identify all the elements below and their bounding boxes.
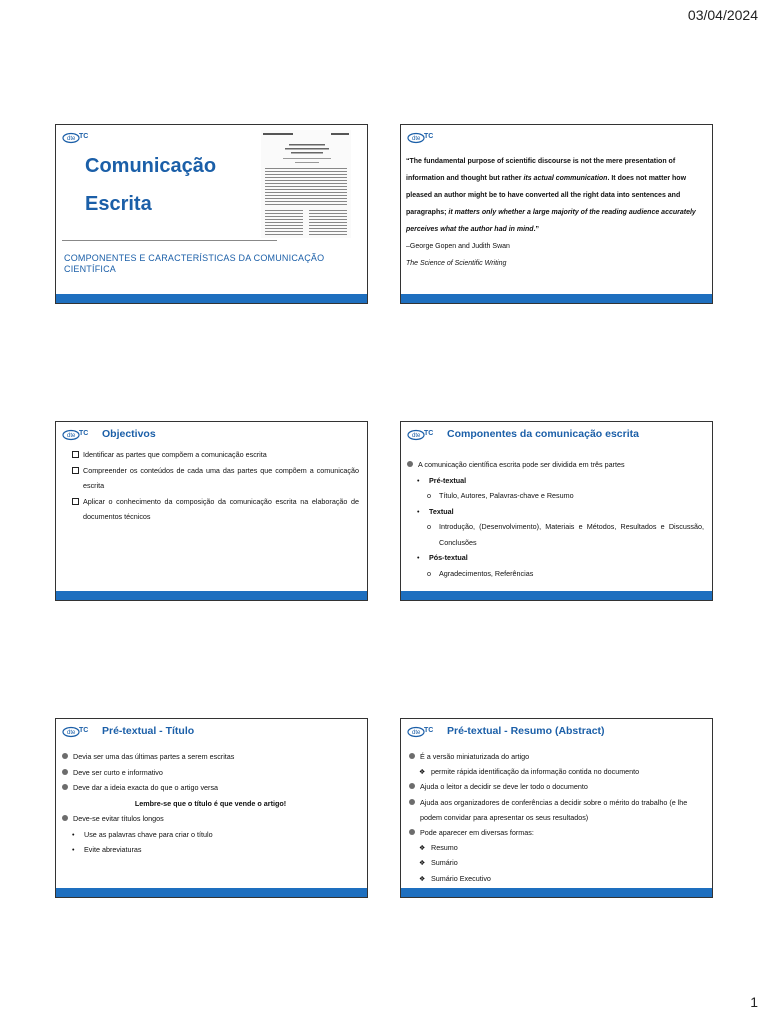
slide-footer	[56, 888, 367, 897]
checkbox-icon	[72, 467, 79, 474]
bullet-icon	[407, 461, 413, 467]
dte-logo-icon	[62, 130, 92, 144]
quote-emphasis-2: it matters only whether a large majority of the reading audience accurately perceives what the author had in mind	[406, 209, 696, 233]
slide-4	[400, 421, 713, 601]
dte-logo-icon	[407, 724, 437, 738]
slide-footer	[56, 294, 367, 303]
quote-end: .”	[533, 226, 540, 233]
components-list	[407, 457, 704, 581]
svg-text:dte: dte	[67, 433, 76, 439]
list-item: Identificar as partes que compõem a comunicação escrita	[72, 447, 359, 463]
checkbox-icon	[72, 498, 79, 505]
paper-thumbnail-icon	[261, 130, 351, 238]
slide-title: Pré-textual - Resumo (Abstract)	[447, 725, 605, 737]
emphasis-text: Lembre-se que o título é que vende o artigo!	[134, 798, 287, 808]
title-guidelines-list	[62, 749, 359, 858]
abstract-list	[409, 749, 704, 886]
quote-author: –George Gopen and Judith Swan	[406, 243, 510, 250]
bullet-icon	[409, 783, 415, 789]
list-item: ❖ Sumário Executivo	[419, 873, 491, 883]
svg-text:TC: TC	[79, 430, 89, 437]
slide-title: Componentes da comunicação escrita	[447, 428, 639, 440]
quote-block	[406, 153, 704, 272]
svg-text:TC: TC	[424, 133, 434, 140]
list-item: É a versão miniaturizada do artigo	[409, 749, 704, 764]
svg-text:dte: dte	[412, 136, 421, 142]
list-item: • Pós-textual	[417, 553, 468, 562]
bullet-icon	[62, 784, 68, 790]
slide-footer	[401, 294, 712, 303]
list-item: • Pré-textual	[417, 475, 467, 485]
dte-logo-icon	[62, 427, 92, 441]
slide-footer	[56, 591, 367, 600]
svg-text:TC: TC	[79, 133, 89, 140]
svg-text:TC: TC	[424, 727, 434, 734]
quote-part-1: “The fundamental purpose of scientific discourse is not the mere presentation of information and thought but rather	[406, 158, 676, 182]
list-item: Compreender os conteúdos de cada uma das partes que compõem a comunicação escrita	[72, 463, 359, 494]
slide-5	[55, 718, 368, 898]
list-item: • Use as palavras chave para criar o título	[72, 829, 213, 839]
bullet-icon	[62, 753, 68, 759]
slide-footer	[401, 888, 712, 897]
checkbox-icon	[72, 451, 79, 458]
slide-6	[400, 718, 713, 898]
list-item: ❖ Resumo	[419, 843, 458, 853]
slide-title-line2: Escrita	[85, 193, 152, 215]
svg-text:dte: dte	[412, 433, 421, 439]
dte-logo-icon	[407, 130, 437, 144]
slide-1	[55, 124, 368, 304]
list-item: ❖ permite rápida identificação da informação contida no documento	[419, 767, 640, 777]
bullet-icon	[409, 753, 415, 759]
slide-3	[55, 421, 368, 601]
svg-text:dte: dte	[67, 136, 76, 142]
bullet-icon	[62, 769, 68, 775]
list-item: A comunicação científica escrita pode ser dividida em três partes	[407, 457, 704, 473]
svg-text:TC: TC	[424, 430, 434, 437]
bullet-icon	[409, 829, 415, 835]
list-item: o Título, Autores, Palavras-chave e Resumo	[427, 491, 574, 500]
list-item: Devia ser uma das últimas partes a serem escritas	[62, 749, 359, 765]
list-item: Deve ser curto e informativo	[62, 765, 359, 781]
quote-source: The Science of Scientific Writing	[406, 260, 507, 267]
slide-2	[400, 124, 713, 304]
objectives-list	[72, 447, 359, 525]
list-item: • Textual	[417, 506, 454, 516]
list-item: o Introdução, (Desenvolvimento), Materiais e Métodos, Resultados e Discussão, Conclusões	[427, 522, 704, 547]
quote-part-2: . It does not matter how pleased an author might be to have converted all the right data into sentences and paragraphs;	[406, 175, 687, 216]
list-item: Ajuda o leitor a decidir se deve ler todo o documento	[409, 779, 704, 794]
list-item: Deve-se evitar títulos longos	[62, 811, 359, 827]
dte-logo-icon	[62, 724, 92, 738]
svg-text:dte: dte	[67, 730, 76, 736]
svg-text:TC: TC	[79, 727, 89, 734]
dte-logo-icon	[407, 427, 437, 441]
slide-title: Objectivos	[102, 428, 156, 440]
list-item: Pode aparecer em diversas formas:	[409, 825, 704, 840]
slide-title: Pré-textual - Título	[102, 725, 195, 737]
page-number: 1	[750, 994, 758, 1010]
bullet-icon	[409, 799, 415, 805]
quote-emphasis-1: its actual communication	[523, 175, 608, 182]
title-divider	[62, 240, 277, 241]
svg-text:dte: dte	[412, 730, 421, 736]
list-item: Aplicar o conhecimento da composição da comunicação escrita na elaboração de documentos técnicos	[72, 494, 359, 525]
list-item: Ajuda aos organizadores de conferências a decidir sobre o mérito do trabalho (e lhe podem convidar para apresentar os seus resultados)	[409, 795, 704, 825]
list-item: • Evite abreviaturas	[72, 845, 142, 854]
slide-footer	[401, 591, 712, 600]
bullet-icon	[62, 815, 68, 821]
list-item: ❖ Sumário	[419, 858, 458, 868]
print-date: 03/04/2024	[687, 7, 758, 23]
list-item: Deve dar a ideia exacta do que o artigo versa	[62, 780, 359, 796]
slide-subtitle: COMPONENTES E CARACTERÍSTICAS DA COMUNICAÇÃO CIENTÍFICA	[64, 253, 325, 274]
list-item: o Agradecimentos, Referências	[427, 568, 534, 578]
slide-title-line1: Comunicação	[85, 155, 217, 177]
